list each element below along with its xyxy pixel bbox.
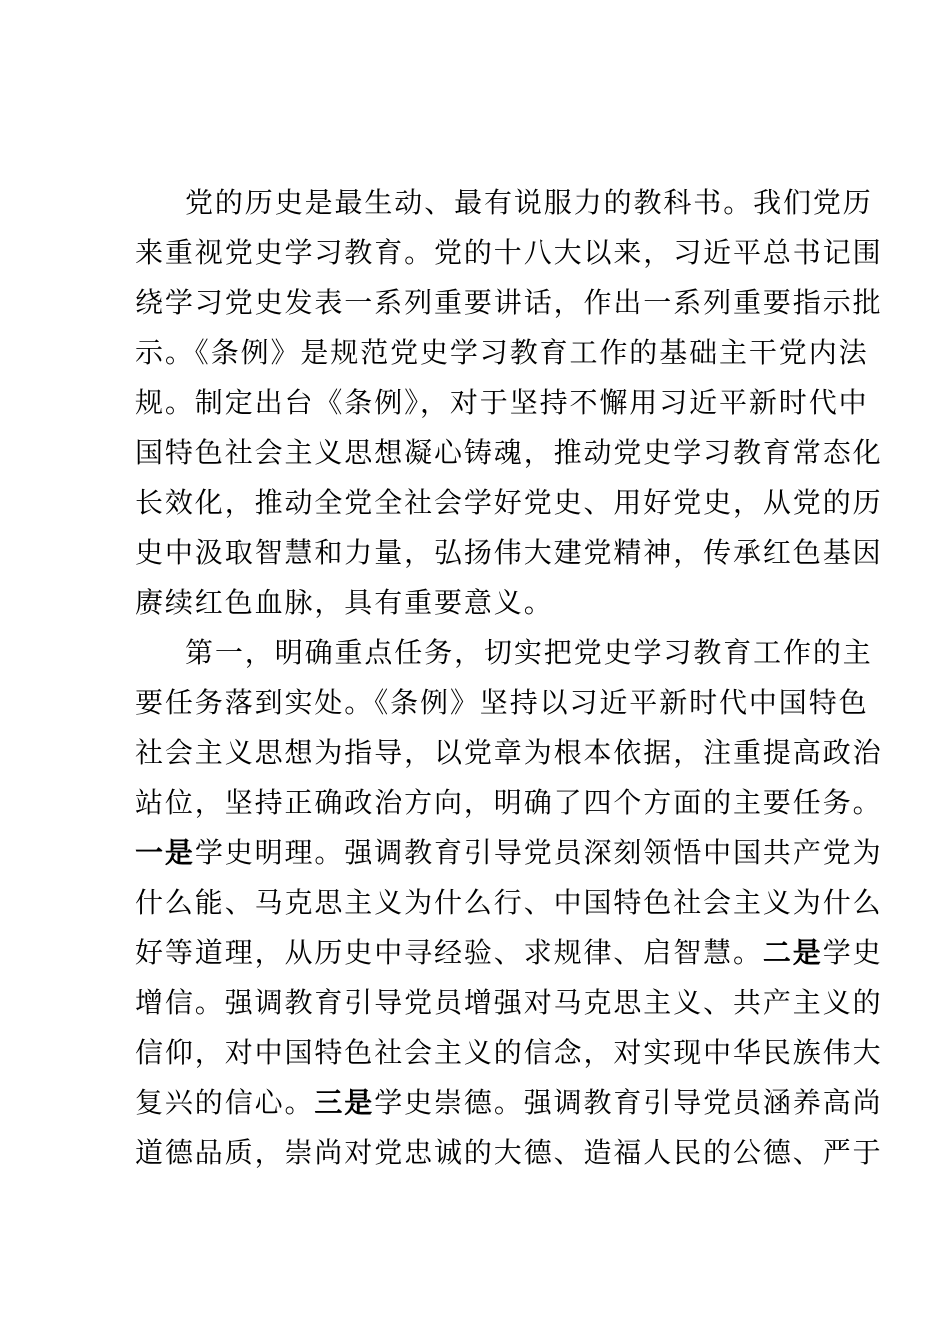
point-two-text-start: 学史 <box>822 936 883 969</box>
paragraph-2-line-4: 站位，坚持正确政治方向，明确了四个方面的主要任务。 <box>135 786 883 819</box>
point-one-text: 学史明理。强调教育引导党员深刻领悟中国共产党为 <box>194 836 883 869</box>
paragraph-1-line-1: 党的历史是最生动、最有说服力的教科书。我们党历 <box>185 186 873 219</box>
paragraph-2-line-2: 要任务落到实处。《条例》坚持以习近平新时代中国特色 <box>135 686 869 719</box>
paragraph-2-line-9: 信仰，对中国特色社会主义的信念，对实现中华民族伟大 <box>135 1036 883 1069</box>
point-one-marker: 一是 <box>135 836 195 869</box>
paragraph-2-line-3: 社会主义思想为指导，以党章为根本依据，注重提高政治 <box>135 736 883 769</box>
paragraph-1-line-5: 规。制定出台《条例》，对于坚持不懈用习近平新时代中 <box>135 386 869 419</box>
paragraph-2-line-1: 第一，明确重点任务，切实把党史学习教育工作的主 <box>185 636 873 669</box>
paragraph-1-line-8: 史中汲取智慧和力量，弘扬伟大建党精神，传承红色基因 <box>135 536 883 569</box>
paragraph-2-line-8: 增信。强调教育引导党员增强对马克思主义、共产主义的 <box>135 986 883 1019</box>
point-one-conclusion: 好等道理，从历史中寻经验、求规律、启智慧。 <box>135 936 763 969</box>
point-three-text: 学史崇德。强调教育引导党员涵养高尚 <box>374 1086 883 1119</box>
paragraph-2-line-5 <box>135 828 883 878</box>
paragraph-1-line-6: 国特色社会主义思想凝心铸魂，推动党史学习教育常态化 <box>135 436 883 469</box>
point-two-conclusion: 复兴的信心。 <box>135 1086 315 1119</box>
paragraph-1-line-4: 示。《条例》是规范党史学习教育工作的基础主干党内法 <box>135 336 869 369</box>
paragraph-2-line-6: 什么能、马克思主义为什么行、中国特色社会主义为什么 <box>135 886 883 919</box>
paragraph-1-line-9: 赓续红色血脉，具有重要意义。 <box>135 586 554 619</box>
paragraph-2-line-7 <box>135 928 883 978</box>
paragraph-2-line-10 <box>135 1078 883 1128</box>
point-three-marker: 三是 <box>314 1086 375 1119</box>
paragraph-1-line-7: 长效化，推动全党全社会学好党史、用好党史，从党的历 <box>135 486 883 519</box>
point-two-marker: 二是 <box>762 936 823 969</box>
paragraph-1-line-2: 来重视党史学习教育。党的十八大以来，习近平总书记围 <box>135 236 883 269</box>
paragraph-1-line-3: 绕学习党史发表一系列重要讲话，作出一系列重要指示批 <box>135 286 883 319</box>
paragraph-2-line-11: 道德品质，崇尚对党忠诚的大德、造福人民的公德、严于 <box>135 1136 883 1169</box>
